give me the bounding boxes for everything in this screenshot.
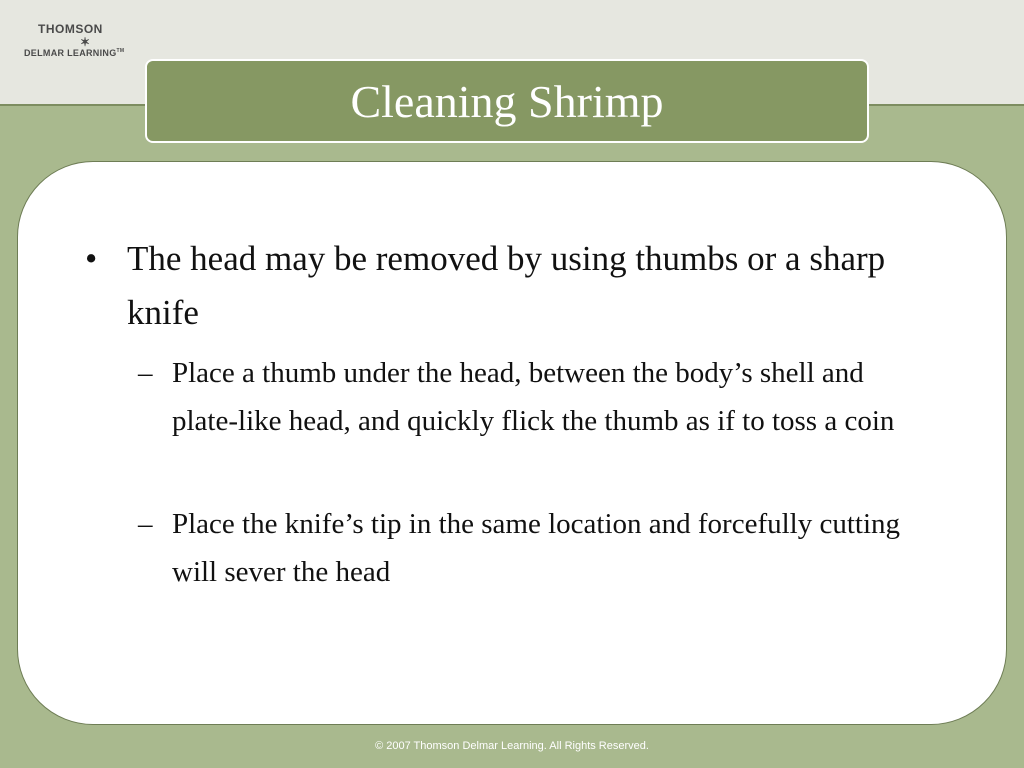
bullet-marker: •: [85, 239, 98, 278]
bullet-text: The head may be removed by using thumbs or a sharp knife: [127, 239, 886, 332]
copyright-footer: © 2007 Thomson Delmar Learning. All Rights Reserved.: [375, 740, 649, 752]
sub-bullet-marker: –: [138, 357, 153, 389]
publisher-logo: [24, 22, 154, 58]
sub-bullet-text: Place the knife’s tip in the same location and forcefully cutting will sever the head: [172, 508, 901, 588]
logo-line-delmar-text: DELMAR LEARNING: [24, 48, 117, 58]
bullet-item: [85, 232, 915, 340]
slide-title: Cleaning Shrimp: [350, 75, 664, 127]
trademark-mark: TM: [116, 48, 125, 54]
logo-line-thomson: THOMSON: [38, 22, 103, 36]
sub-bullet-marker: –: [138, 508, 153, 540]
logo-line-delmar: [24, 48, 154, 58]
logo-star-icon: ✶: [80, 35, 91, 49]
title-box: [145, 59, 869, 143]
sub-bullet-text: Place a thumb under the head, between the body’s shell and plate-like head, and quickly flick the thumb as if to toss a coin: [172, 357, 895, 437]
sub-bullet-item: [138, 349, 928, 445]
sub-bullet-item: [138, 500, 928, 596]
